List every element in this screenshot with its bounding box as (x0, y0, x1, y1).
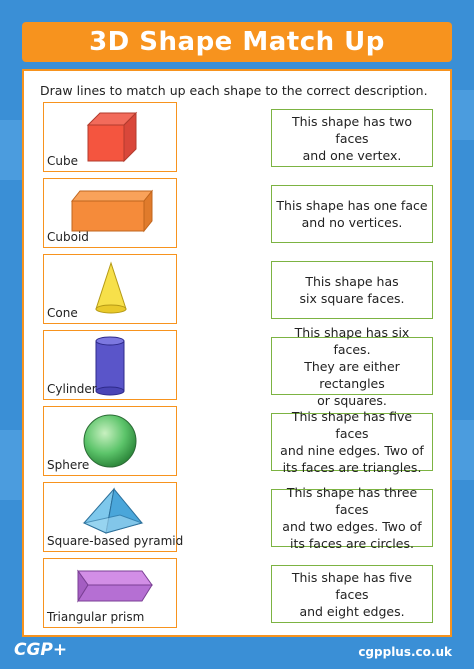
background-shape (452, 90, 474, 140)
description-text (276, 324, 428, 409)
description-line: This shape has three faces (286, 485, 418, 517)
description-card[interactable] (271, 409, 433, 475)
description-card[interactable] (271, 261, 433, 319)
website-link[interactable]: cgpplus.co.uk (358, 645, 452, 659)
instruction-text: Draw lines to match up each shape to the correct description. (40, 83, 428, 98)
shape-label: Sphere (47, 458, 90, 472)
background-shape (0, 120, 22, 180)
shape-label: Triangular prism (47, 610, 145, 624)
shape-label: Cylinder (47, 382, 97, 396)
shape-card-sphere[interactable] (43, 406, 177, 476)
description-text (276, 197, 427, 231)
description-line: They are either rectangles (304, 358, 400, 391)
shape-label: Square-based pyramid (47, 534, 184, 548)
description-line: This shape has one face (276, 198, 428, 213)
description-line: and one vertex. (302, 147, 402, 163)
description-line: This shape has five faces (291, 409, 413, 441)
worksheet (22, 69, 452, 637)
background-shape (0, 430, 22, 500)
page-title: 3D Shape Match Up (89, 27, 385, 57)
description-line: or squares. (317, 392, 387, 408)
shape-label: Cone (47, 306, 78, 320)
description-card[interactable] (271, 109, 433, 167)
description-card[interactable] (271, 565, 433, 623)
description-line: This shape has six faces. (294, 324, 410, 357)
description-line: This shape has five faces (291, 569, 413, 602)
description-line: its faces are triangles. (282, 460, 422, 475)
shape-card-cuboid[interactable] (43, 178, 177, 248)
description-line: and no vertices. (301, 215, 403, 230)
shape-card-cube[interactable] (43, 102, 177, 172)
description-line: This shape has (305, 274, 399, 289)
shape-card-prism[interactable] (43, 558, 177, 628)
description-line: and nine edges. Two of (280, 443, 424, 458)
background-shape (452, 420, 474, 480)
description-line: This shape has two faces (291, 113, 413, 146)
shape-card-cone[interactable] (43, 254, 177, 324)
description-line: and eight edges. (299, 603, 405, 619)
description-text (276, 569, 428, 620)
shape-card-pyramid[interactable] (43, 482, 184, 552)
shape-label: Cube (47, 154, 78, 168)
description-card[interactable] (271, 485, 433, 551)
description-text (276, 408, 428, 476)
description-card[interactable] (271, 185, 433, 243)
description-text (276, 484, 428, 552)
description-line: and two edges. Two of (282, 519, 422, 534)
description-line: six square faces. (299, 291, 405, 306)
shape-card-cylinder[interactable] (43, 330, 177, 400)
shape-label: Cuboid (47, 230, 89, 244)
description-line: its faces are circles. (290, 536, 414, 551)
title-banner (22, 22, 452, 62)
cgp-logo: CGP+ (14, 640, 68, 660)
description-card[interactable] (271, 324, 433, 408)
description-text (299, 273, 404, 307)
description-text (276, 113, 428, 164)
